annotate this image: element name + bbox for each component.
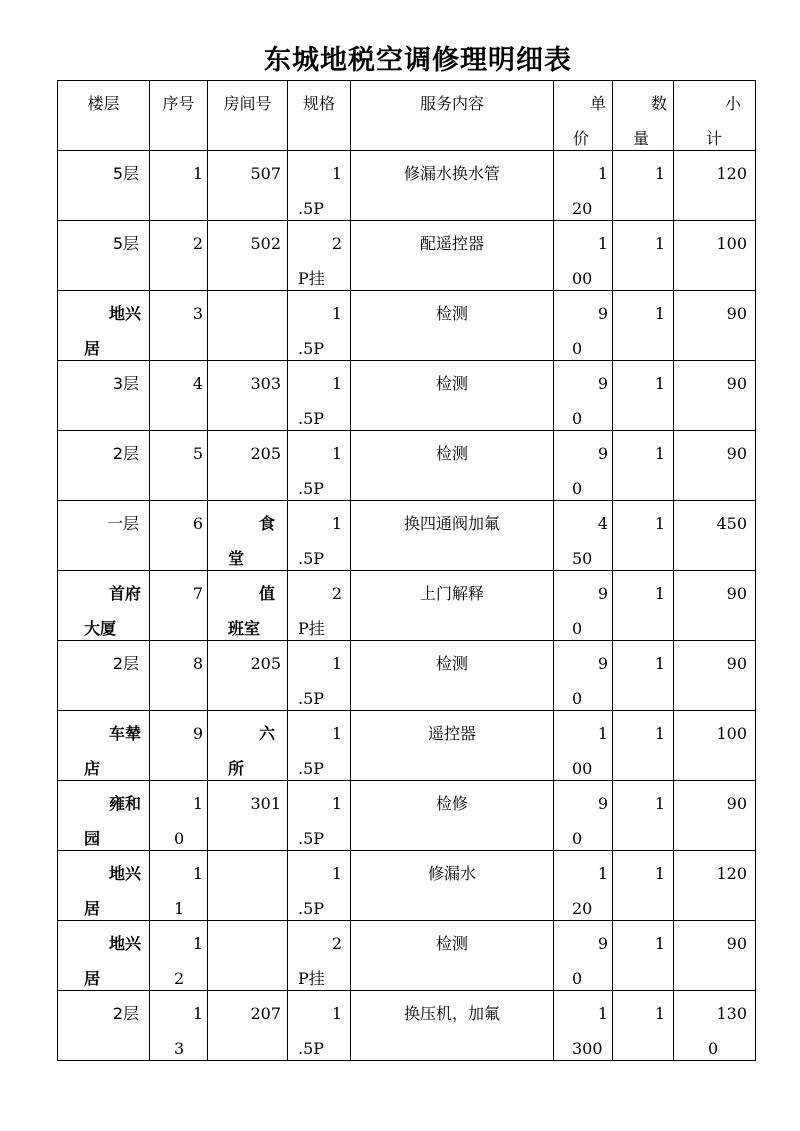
subtotal-line1: 100 [716, 724, 747, 743]
service-cell [351, 781, 554, 851]
room-cell [208, 711, 288, 781]
floor-line1: 5层 [112, 234, 139, 253]
room-line1: 502 [250, 234, 281, 253]
table-row [58, 991, 756, 1061]
table-body [58, 151, 756, 1061]
table-row [58, 851, 756, 921]
price-cell [554, 641, 613, 711]
room-line1: 207 [250, 1004, 281, 1023]
service-label: 上门解释 [419, 584, 484, 603]
header-spec [288, 81, 351, 151]
price-line2: 0 [572, 479, 583, 498]
subtotal-line1: 130 [716, 1004, 747, 1023]
floor-line2: 店 [84, 759, 101, 778]
subtotal-line1: 450 [716, 514, 747, 533]
price-line1: 1 [597, 724, 608, 743]
number-line1: 6 [192, 514, 203, 533]
quantity-cell [613, 221, 674, 291]
header-price-line1: 单 [589, 94, 606, 113]
quantity-cell [613, 921, 674, 991]
floor-line2: 大厦 [84, 619, 117, 638]
price-line1: 1 [597, 1004, 608, 1023]
room-line1: 303 [250, 374, 281, 393]
subtotal-cell [674, 711, 756, 781]
floor-cell [58, 361, 150, 431]
service-label: 修漏水 [427, 864, 476, 883]
number-line1: 1 [192, 864, 203, 883]
price-line2: 0 [572, 619, 583, 638]
spec-line2: P挂 [298, 269, 325, 288]
price-line1: 9 [597, 584, 608, 603]
subtotal-cell [674, 221, 756, 291]
floor-cell [58, 571, 150, 641]
spec-cell [288, 851, 351, 921]
subtotal-line1: 100 [716, 234, 747, 253]
subtotal-cell [674, 431, 756, 501]
subtotal-line1: 90 [726, 654, 747, 673]
number-line2: 1 [174, 899, 185, 918]
subtotal-line1: 90 [726, 304, 747, 323]
price-line1: 9 [597, 444, 608, 463]
quantity-value: 1 [654, 444, 665, 463]
price-line2: 300 [572, 1039, 603, 1058]
quantity-cell [613, 851, 674, 921]
spec-line1: 2 [331, 934, 342, 953]
subtotal-line1: 120 [716, 164, 747, 183]
number-cell [150, 991, 208, 1061]
number-cell [150, 151, 208, 221]
service-cell [351, 851, 554, 921]
number-cell [150, 571, 208, 641]
price-line1: 4 [597, 514, 608, 533]
page-title: 东城地税空调修理明细表 [264, 45, 572, 76]
number-cell [150, 501, 208, 571]
subtotal-cell [674, 571, 756, 641]
number-line1: 4 [192, 374, 203, 393]
quantity-cell [613, 711, 674, 781]
subtotal-cell [674, 921, 756, 991]
floor-line2: 居 [84, 339, 101, 358]
header-floor-label: 楼层 [87, 94, 120, 113]
spec-line2: .5P [298, 409, 325, 428]
spec-line2: .5P [298, 829, 325, 848]
floor-line1: 雍和 [108, 794, 141, 813]
service-cell [351, 221, 554, 291]
floor-line1: 车辇 [108, 724, 141, 743]
number-line1: 1 [192, 164, 203, 183]
price-line2: 20 [572, 199, 593, 218]
service-label: 配遥控器 [419, 234, 484, 253]
room-cell [208, 851, 288, 921]
price-line1: 9 [597, 654, 608, 673]
header-room-label: 房间号 [223, 94, 272, 113]
floor-cell [58, 851, 150, 921]
floor-cell [58, 711, 150, 781]
table-row [58, 291, 756, 361]
service-cell [351, 991, 554, 1061]
service-label: 检修 [435, 794, 468, 813]
spec-line2: .5P [298, 899, 325, 918]
price-cell [554, 151, 613, 221]
quantity-cell [613, 641, 674, 711]
floor-line1: 地兴 [108, 864, 141, 883]
quantity-value: 1 [654, 864, 665, 883]
subtotal-line1: 90 [726, 374, 747, 393]
subtotal-line1: 90 [726, 934, 747, 953]
number-cell [150, 291, 208, 361]
spec-line1: 2 [331, 584, 342, 603]
number-line1: 9 [192, 724, 203, 743]
spec-line1: 1 [331, 1004, 342, 1023]
header-service-label: 服务内容 [419, 94, 484, 113]
room-line2: 所 [228, 759, 245, 778]
floor-cell [58, 921, 150, 991]
room-cell [208, 431, 288, 501]
table-row [58, 921, 756, 991]
service-cell [351, 361, 554, 431]
quantity-value: 1 [654, 164, 665, 183]
spec-line1: 2 [331, 234, 342, 253]
floor-cell [58, 291, 150, 361]
floor-line1: 2层 [112, 654, 139, 673]
number-line1: 1 [192, 794, 203, 813]
subtotal-cell [674, 361, 756, 431]
spec-cell [288, 501, 351, 571]
price-cell [554, 431, 613, 501]
subtotal-line1: 90 [726, 444, 747, 463]
floor-line1: 5层 [112, 164, 139, 183]
quantity-value: 1 [654, 654, 665, 673]
spec-cell [288, 291, 351, 361]
number-cell [150, 361, 208, 431]
service-label: 修漏水换水管 [403, 164, 500, 183]
room-line2: 堂 [228, 549, 245, 568]
subtotal-line1: 120 [716, 864, 747, 883]
subtotal-cell [674, 151, 756, 221]
service-label: 换压机，加氟 [403, 1004, 500, 1023]
spec-line2: .5P [298, 759, 325, 778]
quantity-value: 1 [654, 304, 665, 323]
room-line1: 值 [258, 584, 275, 603]
table-row [58, 361, 756, 431]
quantity-value: 1 [654, 514, 665, 533]
service-cell [351, 921, 554, 991]
quantity-value: 1 [654, 724, 665, 743]
room-cell [208, 501, 288, 571]
quantity-cell [613, 501, 674, 571]
table-row [58, 571, 756, 641]
quantity-cell [613, 571, 674, 641]
price-line2: 0 [572, 969, 583, 988]
header-room [208, 81, 288, 151]
spec-cell [288, 711, 351, 781]
service-cell [351, 641, 554, 711]
floor-line1: 首府 [108, 584, 141, 603]
price-cell [554, 781, 613, 851]
subtotal-line1: 90 [726, 794, 747, 813]
subtotal-line2: 0 [708, 1039, 719, 1058]
floor-cell [58, 221, 150, 291]
service-label: 检测 [435, 654, 468, 673]
service-cell [351, 431, 554, 501]
header-qty-line1: 数 [650, 94, 667, 113]
price-line1: 1 [597, 164, 608, 183]
price-line2: 00 [572, 269, 593, 288]
quantity-value: 1 [654, 1004, 665, 1023]
price-line2: 0 [572, 409, 583, 428]
quantity-value: 1 [654, 584, 665, 603]
header-subtotal [674, 81, 756, 151]
header-subtotal-line2: 计 [706, 129, 723, 148]
subtotal-cell [674, 781, 756, 851]
number-cell [150, 851, 208, 921]
spec-line2: .5P [298, 1039, 325, 1058]
spec-cell [288, 151, 351, 221]
price-line2: 00 [572, 759, 593, 778]
table-row [58, 431, 756, 501]
spec-line1: 1 [331, 374, 342, 393]
spec-line1: 1 [331, 654, 342, 673]
header-spec-label: 规格 [302, 94, 335, 113]
quantity-cell [613, 431, 674, 501]
number-line1: 2 [192, 234, 203, 253]
price-cell [554, 991, 613, 1061]
spec-line1: 1 [331, 164, 342, 183]
price-line1: 9 [597, 374, 608, 393]
header-no-label: 序号 [162, 94, 195, 113]
header-price [554, 81, 613, 151]
room-cell [208, 151, 288, 221]
price-line2: 0 [572, 829, 583, 848]
subtotal-cell [674, 991, 756, 1061]
price-cell [554, 711, 613, 781]
spec-line2: .5P [298, 549, 325, 568]
price-line1: 1 [597, 864, 608, 883]
number-line2: 2 [174, 969, 185, 988]
spec-line1: 1 [331, 304, 342, 323]
floor-line1: 一层 [106, 514, 139, 533]
header-price-line2: 价 [573, 129, 590, 148]
service-label: 检测 [435, 934, 468, 953]
table-row [58, 151, 756, 221]
quantity-cell [613, 361, 674, 431]
subtotal-cell [674, 501, 756, 571]
quantity-value: 1 [654, 934, 665, 953]
number-line1: 8 [192, 654, 203, 673]
service-label: 换四通阀加氟 [403, 514, 500, 533]
floor-cell [58, 991, 150, 1061]
table-row [58, 501, 756, 571]
quantity-value: 1 [654, 794, 665, 813]
number-line1: 5 [192, 444, 203, 463]
floor-cell [58, 501, 150, 571]
floor-line2: 居 [84, 899, 101, 918]
subtotal-cell [674, 641, 756, 711]
number-cell [150, 431, 208, 501]
price-line1: 1 [597, 234, 608, 253]
number-cell [150, 641, 208, 711]
price-line1: 9 [597, 794, 608, 813]
spec-cell [288, 641, 351, 711]
room-cell [208, 571, 288, 641]
spec-line1: 1 [331, 724, 342, 743]
price-line2: 50 [572, 549, 593, 568]
table-row [58, 711, 756, 781]
quantity-value: 1 [654, 374, 665, 393]
spec-line2: .5P [298, 479, 325, 498]
number-line1: 1 [192, 934, 203, 953]
spec-line1: 1 [331, 864, 342, 883]
room-line1: 食 [258, 514, 275, 533]
spec-line2: P挂 [298, 619, 325, 638]
room-line1: 507 [250, 164, 281, 183]
floor-line1: 地兴 [108, 934, 141, 953]
price-cell [554, 571, 613, 641]
table-row [58, 781, 756, 851]
spec-line1: 1 [331, 444, 342, 463]
floor-line2: 居 [84, 969, 101, 988]
number-cell [150, 221, 208, 291]
price-cell [554, 501, 613, 571]
service-label: 检测 [435, 304, 468, 323]
subtotal-cell [674, 291, 756, 361]
spec-cell [288, 361, 351, 431]
spec-line1: 1 [331, 794, 342, 813]
number-line1: 3 [192, 304, 203, 323]
floor-cell [58, 151, 150, 221]
room-cell [208, 991, 288, 1061]
header-qty [613, 81, 674, 151]
price-cell [554, 361, 613, 431]
spec-cell [288, 921, 351, 991]
price-line2: 20 [572, 899, 593, 918]
price-line1: 9 [597, 934, 608, 953]
header-service [351, 81, 554, 151]
floor-cell [58, 431, 150, 501]
quantity-value: 1 [654, 234, 665, 253]
repair-detail-table [57, 80, 756, 1061]
table-row [58, 641, 756, 711]
room-line1: 205 [250, 444, 281, 463]
price-line1: 9 [597, 304, 608, 323]
spec-cell [288, 781, 351, 851]
quantity-cell [613, 151, 674, 221]
service-cell [351, 711, 554, 781]
spec-line2: P挂 [298, 969, 325, 988]
price-cell [554, 921, 613, 991]
spec-line1: 1 [331, 514, 342, 533]
price-line2: 0 [572, 689, 583, 708]
room-cell [208, 921, 288, 991]
subtotal-cell [674, 851, 756, 921]
header-qty-line2: 量 [633, 129, 650, 148]
floor-cell [58, 641, 150, 711]
room-cell [208, 781, 288, 851]
table-row [58, 221, 756, 291]
price-cell [554, 851, 613, 921]
spec-cell [288, 431, 351, 501]
spec-cell [288, 991, 351, 1061]
price-line2: 0 [572, 339, 583, 358]
quantity-cell [613, 291, 674, 361]
room-line1: 六 [258, 724, 275, 743]
floor-line1: 地兴 [108, 304, 141, 323]
spec-line2: .5P [298, 339, 325, 358]
quantity-cell [613, 991, 674, 1061]
floor-line2: 园 [84, 829, 101, 848]
floor-line1: 3层 [112, 374, 139, 393]
number-line1: 7 [192, 584, 203, 603]
spec-cell [288, 571, 351, 641]
floor-line1: 2层 [112, 1004, 139, 1023]
service-label: 遥控器 [427, 724, 476, 743]
room-cell [208, 641, 288, 711]
room-cell [208, 221, 288, 291]
number-line2: 0 [174, 829, 185, 848]
number-cell [150, 781, 208, 851]
service-label: 检测 [435, 444, 468, 463]
service-label: 检测 [435, 374, 468, 393]
room-line1: 301 [250, 794, 281, 813]
room-cell [208, 361, 288, 431]
number-cell [150, 921, 208, 991]
number-line2: 3 [174, 1039, 185, 1058]
price-cell [554, 221, 613, 291]
subtotal-line1: 90 [726, 584, 747, 603]
service-cell [351, 501, 554, 571]
spec-line2: .5P [298, 689, 325, 708]
spec-line2: .5P [298, 199, 325, 218]
service-cell [351, 151, 554, 221]
service-cell [351, 291, 554, 361]
quantity-cell [613, 781, 674, 851]
floor-cell [58, 781, 150, 851]
spec-cell [288, 221, 351, 291]
floor-line1: 2层 [112, 444, 139, 463]
header-no [150, 81, 208, 151]
room-line1: 205 [250, 654, 281, 673]
table-header-row [58, 81, 756, 151]
header-floor [58, 81, 150, 151]
header-subtotal-line1: 小 [724, 94, 741, 113]
number-cell [150, 711, 208, 781]
room-line2: 班室 [228, 619, 261, 638]
room-cell [208, 291, 288, 361]
price-cell [554, 291, 613, 361]
service-cell [351, 571, 554, 641]
number-line1: 1 [192, 1004, 203, 1023]
